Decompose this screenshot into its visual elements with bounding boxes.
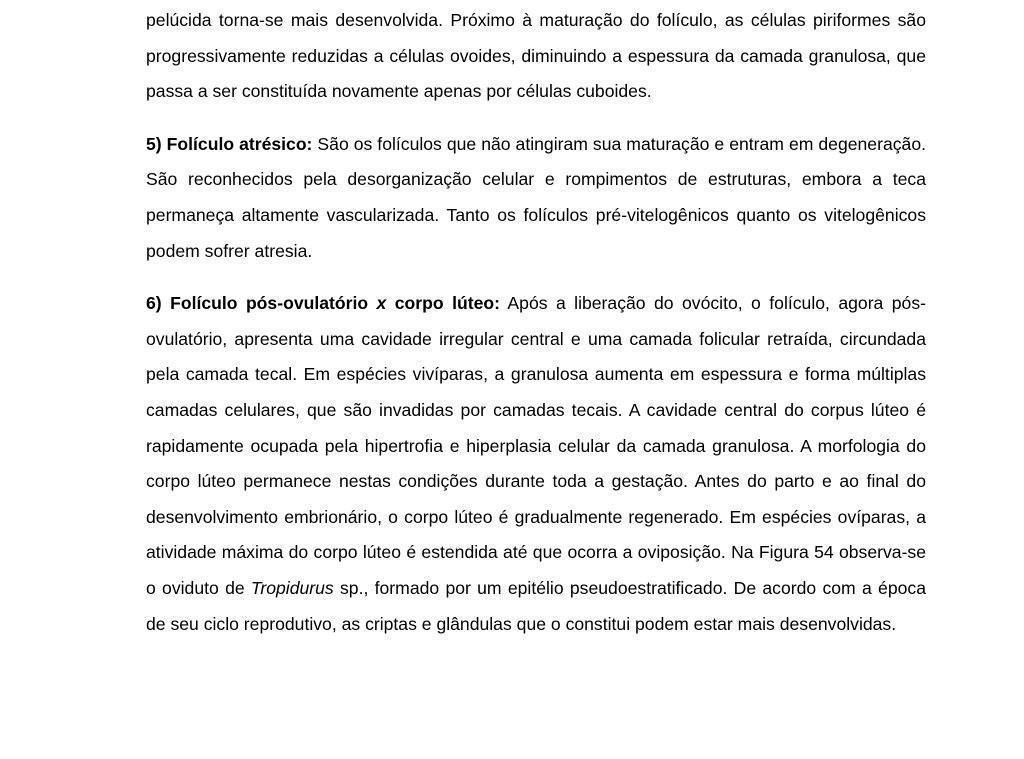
paragraph-continuation-text: pelúcida torna-se mais desenvolvida. Próximo à maturação do folículo, as células piriformes são progressivamente reduzidas a células ovoides, diminuindo a espessura da camada granulosa, que passa a ser constituída novamente apenas por células cuboides. [146,10,926,102]
post-ovulatory-text-part-1: Após a liberação do ovócito, o folículo, agora pós-ovulatório, apresenta uma cavidade irregular central e uma camada folicular retraída, circundada pela camada tecal. Em espécies vivíparas, a granulosa aumenta em espessura e forma múltiplas camadas celulares, que são invadidas por camadas tecais. A cavidade central do corpus lúteo é rapidamente ocupada pela hipertrofia e hiperplasia celular da camada granulosa. A morfologia do corpo lúteo permanece nestas condições durante toda a gestação. Antes do parto e ao final do desenvolvimento embrionário, o corpo lúteo é gradualmente regenerado. Em espécies ovíparas, a atividade máxima do corpo lúteo é estendida até que ocorra a oviposição. Na Figura 54 observa-se o oviduto de [146,293,926,598]
post-ovulatory-heading-part-1: 6) Folículo pós-ovulatório [146,293,377,314]
paragraph-atretic-follicle [146,127,926,269]
atretic-follicle-heading: 5) Folículo atrésico: [146,133,313,154]
post-ovulatory-text-part-2: sp., formado por um epitélio pseudoestratificado. De acordo com a época de seu ciclo reprodutivo, as criptas e glândulas que o constitui podem estar mais desenvolvidas. [146,577,926,634]
atretic-follicle-text: São os folículos que não atingiram sua maturação e entram em degeneração. São reconhecidos pela desorganização celular e rompimentos de estruturas, embora a teca permaneça altamente vascularizada. Tanto os folículos pré-vitelogênicos quanto os vitelogênicos podem sofrer atresia. [146,133,926,261]
paragraph-continuation [146,3,926,110]
species-name: Tropidurus [250,577,334,598]
post-ovulatory-heading-x: x [376,293,387,314]
post-ovulatory-heading-part-2: corpo lúteo: [386,293,500,314]
paragraph-post-ovulatory-follicle [146,286,926,642]
document-page [146,3,926,642]
